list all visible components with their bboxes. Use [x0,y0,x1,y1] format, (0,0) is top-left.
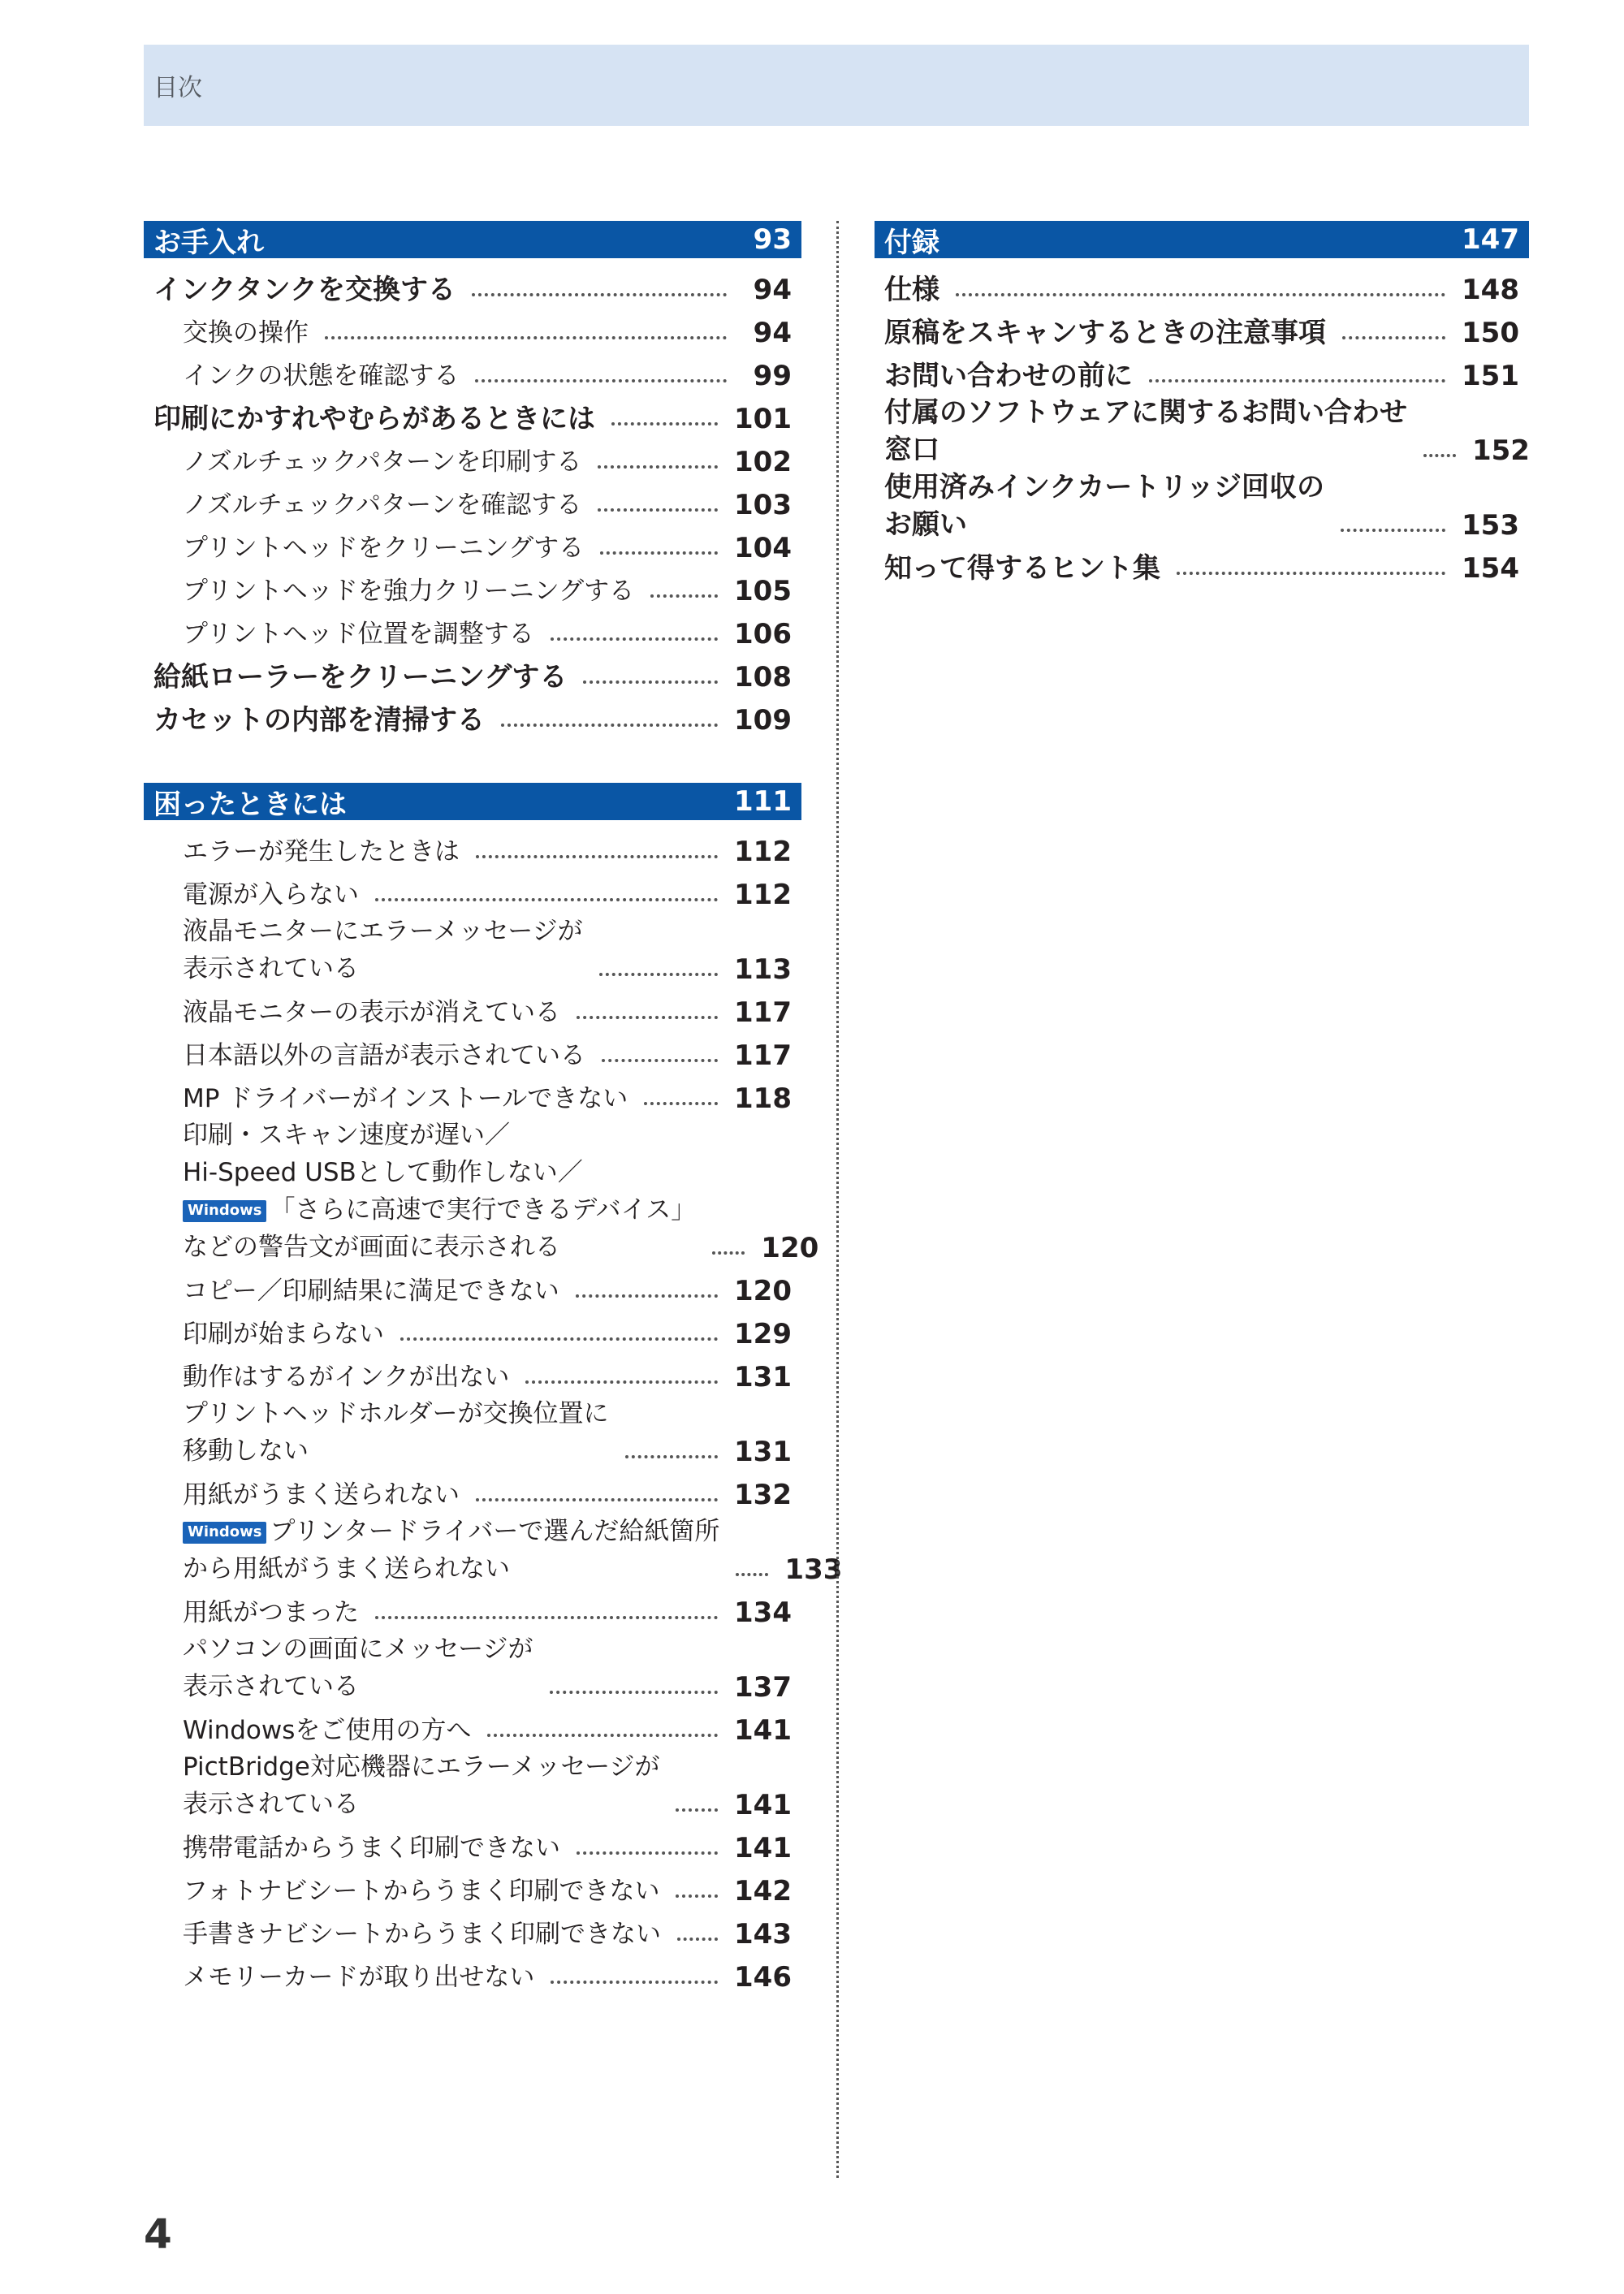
dot-leader [599,973,718,976]
toc-entry[interactable] [144,1909,801,1952]
entry-label-line: ノズルチェックパターンを印刷する [183,447,582,477]
entry-page-number: 129 [734,1318,792,1350]
section-page: 111 [734,785,792,818]
entry-label-line: 仕様 [884,274,939,306]
dot-leader [598,465,718,469]
entry-label [183,1038,585,1074]
entry-label [884,469,1324,543]
toc-entry[interactable] [144,480,801,523]
entry-label [183,358,459,394]
entry-label [183,1117,696,1266]
entry-label-line: メモリーカードが取り出せない [183,1963,535,1992]
dot-leader [487,1734,718,1737]
entry-label-line: 表示されている [183,1672,359,1701]
toc-entry[interactable] [144,265,801,308]
page-title: 目次 [153,74,202,102]
toc-entry[interactable] [875,394,1529,469]
entry-label [183,1273,559,1309]
dot-leader [583,680,718,684]
entry-page-number: 141 [734,1714,792,1747]
toc-entry[interactable] [144,566,801,609]
dot-leader [400,1337,718,1341]
windows-badge-icon: Windows [183,1522,266,1544]
entry-page-number: 118 [734,1082,792,1115]
entry-page-number: 133 [784,1553,843,1586]
entry-label [183,1959,534,1995]
entry-label [884,394,1407,469]
dot-leader [577,1851,718,1855]
entry-label [153,659,567,695]
entry-page-number: 150 [1462,317,1519,349]
entry-label-line: インクの状態を確認する [183,361,460,391]
entry-label-line: Windows 「さらに高速で実行できるデバイス」 [183,1191,696,1229]
entry-label [183,1395,609,1470]
entry-label [183,1513,719,1588]
entry-page-number: 102 [734,446,792,478]
entry-label-line: 液晶モニターの表示が消えている [183,998,560,1027]
entry-page-number: 112 [734,879,792,911]
entry-page-number: 99 [753,360,792,392]
toc-entry[interactable] [144,1352,801,1395]
header-bar [144,45,1529,126]
entry-page-number: 94 [753,274,792,306]
entry-page-number: 131 [734,1436,792,1468]
entry-label [153,272,456,308]
page-number: 4 [144,2210,172,2257]
entry-label [884,358,1133,394]
entry-label-line: Windowsをご使用の方へ [183,1716,472,1745]
entry-label [183,1631,533,1705]
toc-entry[interactable] [144,394,801,437]
toc-entry[interactable] [144,1309,801,1352]
entry-label-line: プリントヘッドをクリーニングする [183,534,585,563]
entry-label-line: エラーが発生したときは [183,837,460,866]
entry-label-line: プリントヘッド位置を調整する [183,620,534,649]
entry-label-line: お問い合わせの前に [884,360,1133,392]
entry-page-number: 153 [1462,509,1519,542]
entry-label-line: MP ドライバーがインストールできない [183,1084,628,1113]
entry-label-line: 窓口 [884,434,939,466]
toc-entry[interactable] [144,827,801,870]
toc-entry[interactable] [144,308,801,351]
dot-leader [525,1380,718,1384]
left-column [144,221,843,2040]
toc-section [144,221,801,738]
entry-label-line: フォトナビシートからうまく印刷できない [183,1877,660,1906]
entry-label [183,1830,560,1866]
section-header[interactable] [144,783,801,820]
dot-leader [611,422,718,426]
entry-label-line: 原稿をスキャンするときの注意事項 [884,317,1326,349]
dot-leader [577,1016,718,1019]
toc-entry[interactable] [144,437,801,480]
entry-label [183,995,560,1030]
entry-page-number: 113 [734,953,792,986]
entry-label-line: プリントヘッドを強力クリーニングする [183,577,635,606]
toc-entry[interactable] [144,1266,801,1309]
entry-label-line: 携帯電話からうまく印刷できない [183,1834,560,1863]
entry-label-line: 用紙がつまった [183,1598,359,1627]
toc-entry[interactable] [875,265,1529,308]
entry-label-line: PictBridge対応機器にエラーメッセージが [183,1752,660,1782]
section-page: 93 [753,223,792,256]
toc-section [875,221,1529,586]
dot-leader [676,1894,718,1898]
toc-entry[interactable] [144,652,801,695]
toc-entry[interactable] [144,913,801,987]
entry-label-line: 用紙がうまく送られない [183,1480,460,1510]
entry-page-number: 148 [1462,274,1519,306]
entry-page-number: 143 [734,1918,792,1951]
entry-page-number: 104 [734,532,792,564]
entry-label [153,401,595,437]
dot-leader [625,1455,718,1458]
entry-label-line: 動作はするがインクが出ない [183,1363,510,1392]
entry-label [183,834,460,870]
toc-entry[interactable] [144,1588,801,1631]
toc-entry[interactable] [144,987,801,1030]
entry-label-line: 表示されている [183,954,359,983]
entry-label-line: プリントヘッドホルダーが交換位置に [183,1399,609,1428]
entry-label [183,1916,661,1952]
entry-label [183,444,581,480]
dot-leader [551,1981,718,1984]
entry-label [183,530,584,566]
entry-page-number: 105 [734,575,792,607]
entry-label [183,1595,359,1631]
entry-label [183,1359,509,1395]
dot-leader [1341,529,1445,532]
toc-entry[interactable] [875,351,1529,394]
entry-label [183,1873,659,1909]
entry-label-line: から用紙がうまく送られない [183,1554,510,1583]
toc-entry[interactable] [875,308,1529,351]
toc-entry[interactable] [144,1030,801,1074]
entry-label [183,315,309,351]
entry-label-line: Hi-Speed USBとして動作しない／ [183,1158,583,1187]
entry-label-line: 印刷・スキャン速度が遅い／ [183,1121,510,1150]
toc-entry[interactable] [144,695,801,738]
section-title: お手入れ [153,226,264,259]
entry-label [183,1316,384,1352]
entry-page-number: 146 [734,1961,792,1994]
entry-label [153,702,485,738]
toc-entry[interactable] [144,1395,801,1470]
toc-entry[interactable] [144,1470,801,1513]
dot-leader [375,1616,718,1619]
entry-label-line: パソコンの画面にメッセージが [183,1635,533,1664]
windows-badge-icon: Windows [183,1200,266,1222]
entry-page-number: 120 [761,1232,819,1264]
entry-page-number: 141 [734,1832,792,1864]
entry-page-number: 112 [734,836,792,868]
dot-leader [472,293,727,296]
toc-entry[interactable] [144,1748,801,1823]
entry-label-line: 使用済みインクカートリッジ回収の [884,471,1324,503]
entry-label-line: インクタンクを交換する [153,274,456,306]
dot-leader [325,336,727,339]
entry-label [884,551,1160,586]
entry-page-number: 141 [734,1789,792,1821]
entry-page-number: 134 [734,1596,792,1629]
toc-entry[interactable] [144,870,801,913]
entry-label [183,616,534,652]
dot-leader [501,724,718,727]
entry-label-line: 手書きナビシートからうまく印刷できない [183,1920,661,1949]
dot-leader [1177,572,1445,575]
entry-label [183,1081,628,1117]
dot-leader [602,1059,718,1062]
entry-label [183,913,583,987]
toc-entry[interactable] [144,351,801,394]
entry-page-number: 142 [734,1875,792,1907]
entry-label [183,1477,460,1513]
toc-entry[interactable] [875,469,1529,543]
entry-label-line: 付属のソフトウェアに関するお問い合わせ [884,396,1407,429]
dot-leader [476,855,718,858]
dot-leader [644,1102,718,1105]
entry-label [183,487,581,523]
entry-label [884,272,939,308]
toc-entry[interactable] [144,1074,801,1117]
entry-page-number: 101 [734,403,792,435]
dot-leader [677,1938,718,1941]
dot-leader [598,508,718,512]
entry-page-number: 151 [1462,360,1519,392]
section-header[interactable] [144,221,801,258]
dot-leader [375,898,718,901]
dot-leader [551,637,718,641]
toc-entry[interactable] [875,543,1529,586]
entry-label-line: 印刷が始まらない [183,1320,384,1349]
entry-label [183,573,634,609]
entry-label-line: カセットの内部を清掃する [153,704,485,737]
entry-label-line: コピー／印刷結果に満足できない [183,1277,559,1306]
entry-label-line: 表示されている [183,1790,359,1819]
entry-label-line: 交換の操作 [183,318,309,348]
entry-page-number: 154 [1462,552,1519,585]
entry-label-line: 給紙ローラーをクリーニングする [153,661,568,693]
entry-page-number: 117 [734,1039,792,1072]
entry-label-line: 液晶モニターにエラーメッセージが [183,917,583,946]
section-page: 147 [1462,223,1519,256]
entry-label-line: Windows プリンタードライバーで選んだ給紙箇所 [183,1513,719,1550]
entry-page-number: 132 [734,1479,792,1511]
toc-entry[interactable] [144,609,801,652]
toc-section [144,783,843,1995]
entry-page-number: 106 [734,618,792,650]
entry-label [183,877,359,913]
dot-leader [550,1691,718,1694]
dot-leader [1342,336,1445,339]
dot-leader [1149,379,1445,382]
dot-leader [476,1498,718,1501]
section-title: 困ったときには [153,788,347,821]
entry-page-number: 152 [1471,434,1530,467]
entry-label-line: ノズルチェックパターンを確認する [183,490,582,520]
column-divider [836,221,839,2178]
entry-label-line: 電源が入らない [183,880,359,909]
entry-page-number: 109 [734,704,792,737]
toc-entry[interactable] [144,1823,801,1866]
entry-label-line: 知って得するヒント集 [884,552,1160,585]
entry-label-line: などの警告文が画面に表示される [183,1233,560,1262]
toc-entry[interactable] [144,1631,801,1705]
dot-leader [576,1294,718,1298]
dot-leader [736,1573,768,1576]
section-header[interactable] [875,221,1529,258]
entry-page-number: 108 [734,661,792,693]
toc-entry[interactable] [144,1866,801,1909]
dot-leader [1423,454,1456,457]
section-title: 付録 [884,226,939,259]
entry-page-number: 94 [753,317,792,349]
entry-label-line: 移動しない [183,1436,309,1466]
entry-label-line: お願い [884,508,967,541]
entry-label-line: 日本語以外の言語が表示されている [183,1041,585,1070]
entry-label [183,1748,659,1823]
entry-page-number: 120 [734,1275,792,1307]
dot-leader [712,1251,745,1255]
right-column [875,221,1529,631]
toc-entry[interactable] [144,1117,819,1266]
entry-label [884,315,1326,351]
dot-leader [956,293,1445,296]
dot-leader [475,379,727,382]
entry-page-number: 131 [734,1361,792,1393]
entry-page-number: 137 [734,1671,792,1704]
entry-page-number: 103 [734,489,792,521]
toc-entry[interactable] [144,1952,801,1995]
toc-entry[interactable] [144,1513,843,1588]
entry-label [183,1713,471,1748]
entry-label-line: 印刷にかすれやむらがあるときには [153,403,595,435]
dot-leader [650,594,718,598]
dot-leader [600,551,718,555]
dot-leader [676,1808,718,1812]
toc-entry[interactable] [144,1705,801,1748]
toc-entry[interactable] [144,523,801,566]
entry-page-number: 117 [734,996,792,1029]
